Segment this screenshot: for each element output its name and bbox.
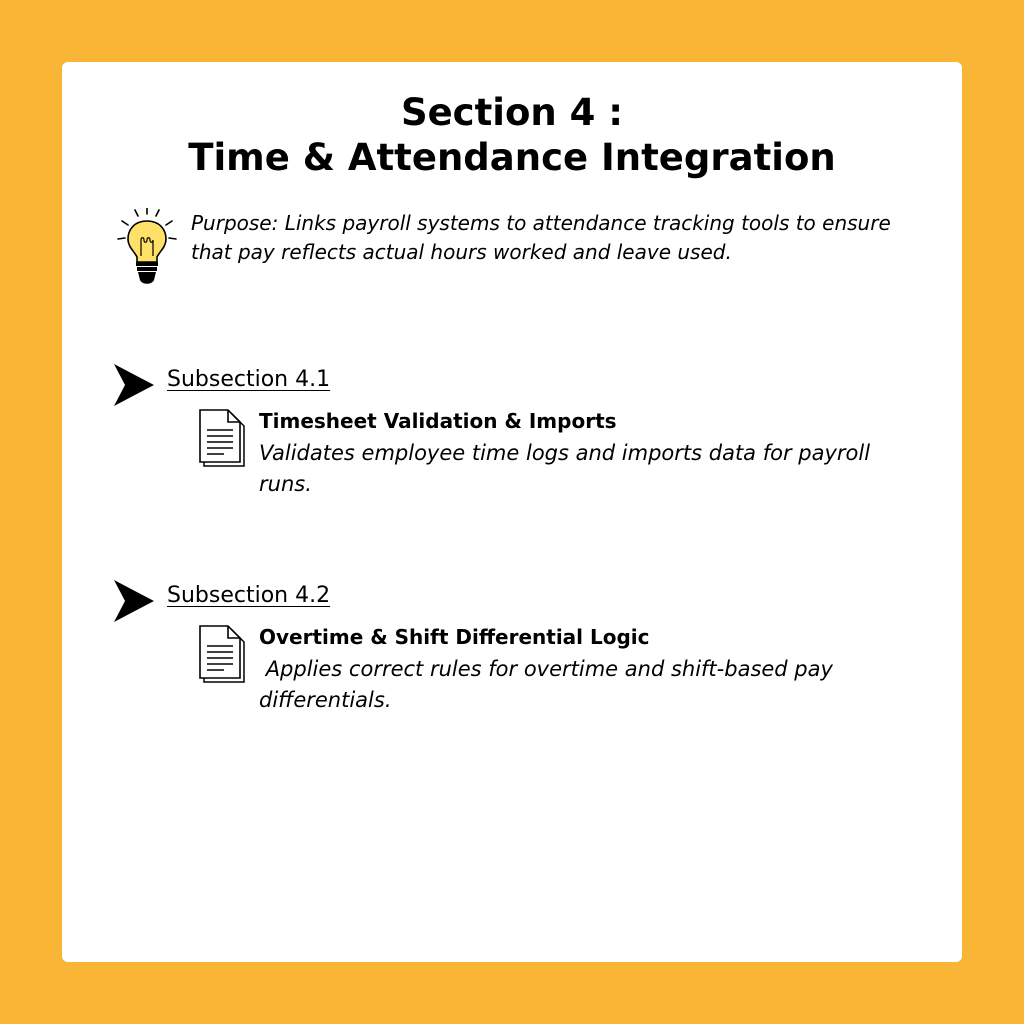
- section-title: [62, 90, 962, 180]
- document-icon: [198, 624, 246, 684]
- arrow-icon: [112, 578, 156, 624]
- arrow-icon: [112, 362, 156, 408]
- item-description: Validates employee time logs and imports data for payroll runs.: [259, 441, 877, 496]
- purpose-text: Purpose: Links payroll systems to attendance tracking tools to ensure that pay reflects actual hours worked and leave used.: [191, 211, 891, 264]
- section-heading: Time & Attendance Integration: [188, 136, 836, 179]
- lightbulb-icon: [114, 208, 180, 286]
- section-number: Section 4 :: [400, 91, 624, 134]
- document-icon: [198, 408, 246, 468]
- content-card: [62, 62, 962, 962]
- subsection-label: Subsection 4.1: [167, 367, 331, 392]
- item-title: Timesheet Validation & Imports: [259, 409, 617, 433]
- item-description: Applies correct rules for overtime and shift-based pay differentials.: [259, 657, 840, 712]
- subsection-label: Subsection 4.2: [167, 583, 331, 608]
- item-title: Overtime & Shift Differential Logic: [259, 625, 650, 649]
